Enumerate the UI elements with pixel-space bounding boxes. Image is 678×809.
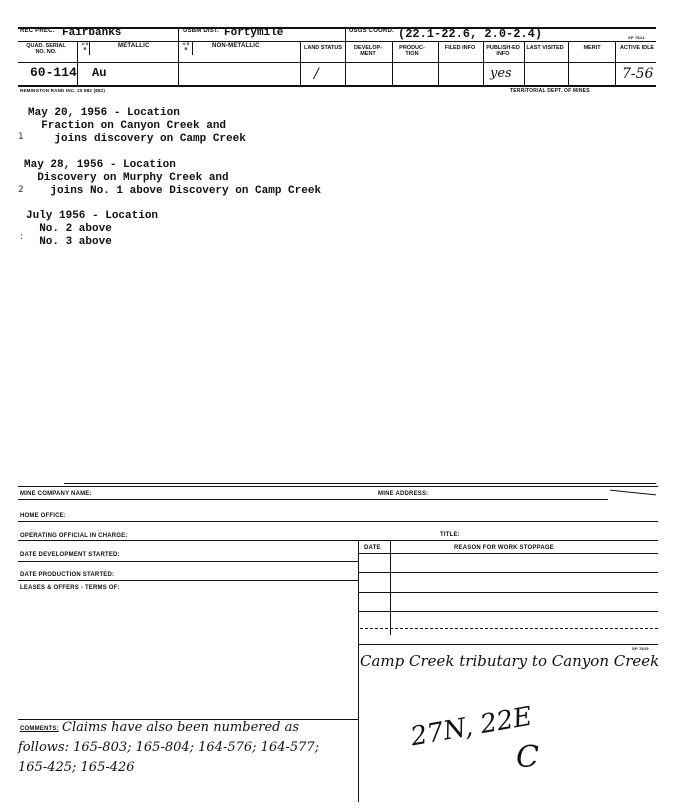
published-info-label: PUBLISH-ED INFO [486,45,520,57]
entry-3-margin-mark: : [20,232,24,242]
form-rule [18,580,358,581]
form-rule [358,572,658,573]
active-idle-value: 7-56 [622,66,654,82]
divider [483,41,484,85]
land-status-label: LAND STATUS [304,45,342,51]
divider [345,27,346,85]
date-development-label: DATE DEVELOPMENT STARTED: [20,552,120,558]
form-rule [358,592,658,593]
divider [392,41,393,85]
entry-1-line-1: May 20, 1956 - Location [28,107,180,119]
entry-1-line-3: joins discovery on Camp Creek [28,133,246,145]
entry-3-line-1: July 1956 - Location [26,210,159,222]
date-label: DATE [364,545,381,551]
form-rule [358,553,658,554]
header-rule [18,41,656,42]
form-rule [358,611,658,612]
comments-line-2: follows: 165-803; 165-804; 164-576; 164-577; [18,740,320,755]
leases-label: LEASES & OFFERS - TERMS OF: [20,585,120,591]
quad-serial-label-text: QUAD. SERIAL [26,43,66,49]
header-rule [18,62,656,63]
usgs-coord-value: (22.1-22.6, 2.0-2.4) [398,27,543,41]
published-info-value: yes [490,66,512,81]
comments-line-1: Claims have also been numbered as [62,720,300,735]
production-label: PRODUC-TION [399,45,425,57]
land-status-value: / [314,66,319,82]
entry-1-margin-mark: 1 [18,132,24,142]
form-number-bottom: SP 7815 [632,646,649,651]
usbm-dist-label: USBM DIST. [183,28,220,34]
entry-3-line-3: No. 3 above [26,236,112,248]
date-production-label: DATE PRODUCTION STARTED: [20,572,115,578]
home-office-label: HOME OFFICE: [20,513,67,519]
form-rule [18,521,658,522]
reason-label: REASON FOR WORK STOPPAGE [454,545,554,551]
operating-official-label: OPERATING OFFICIAL IN CHARGE: [20,533,128,539]
handwritten-creek-note: Camp Creek tributary to Canyon Creek [360,652,660,670]
form-rule [18,499,608,500]
quad-serial-label [18,43,74,55]
non-metallic-label: NON-METALLIC [212,43,260,49]
territorial-line: TERRITORIAL DEPT. OF MINES [510,88,590,94]
title-label: TITLE: [440,532,460,538]
active-idle-label: ACTIVE IDLE [619,45,655,51]
form-rule [360,628,658,629]
comments-label: COMMENTS: [20,726,59,732]
form-rule [18,561,358,562]
entry-2-line-3: joins No. 1 above Discovery on Camp Creek [24,185,322,197]
divider [615,41,616,85]
usbm-dist-value: Fortymile [224,27,284,39]
divider [192,41,193,55]
entry-3-line-2: No. 2 above [26,223,112,235]
entry-2-line-1: May 28, 1956 - Location [24,159,176,171]
entry-2-line-2: Discovery on Murphy Creek and [24,172,229,184]
divider [568,41,569,85]
metallic-value: Au [92,66,107,80]
divider [438,41,439,85]
form-rule [358,644,658,645]
usgs-coord-label: USGS COORD. [349,28,394,34]
rec-prec-value: Fairbanks [62,27,122,39]
form-rule-tilted [610,490,656,496]
handwritten-c: C [516,740,539,775]
mine-company-label: MINE COMPANY NAME: [20,491,92,497]
lower-top-rule [64,483,656,484]
form-number-top: SP 7814 [628,35,645,40]
entry-1-line-2: Fraction on Canyon Creek and [28,120,227,132]
center-divider [358,540,359,802]
mine-address-label: MINE ADDRESS: [378,491,429,497]
filed-info-label: FILED INFO [444,45,476,51]
last-visited-label: LAST VISITED [526,45,564,51]
comments-line-3: 165-425; 165-426 [18,760,135,775]
lower-top-rule-2 [18,486,658,487]
header-bottom-rule [18,85,656,87]
entry-2-margin-mark: 2 [18,185,24,195]
merit-label: MERIT [583,45,601,51]
usbm-side-label-2: U S B [182,41,190,51]
divider [89,41,90,55]
divider [524,41,525,85]
handwritten-township: 27N, 22E [408,701,535,753]
metallic-label: METALLIC [118,43,150,49]
development-label: DEVELOP-MENT [353,45,383,57]
form-rule [18,540,658,541]
usbm-side-label: U S B [81,41,89,51]
no-no-label-text: NO. NO. [35,49,57,55]
date-column-divider [390,540,391,635]
divider [77,41,78,85]
quad-no-value: 60-114 [30,65,77,80]
printer-line: REMINGTON RAND INC. 20 882 (882) [20,88,106,93]
divider [178,27,179,85]
rec-prec-label: REC PREC. [20,28,55,34]
